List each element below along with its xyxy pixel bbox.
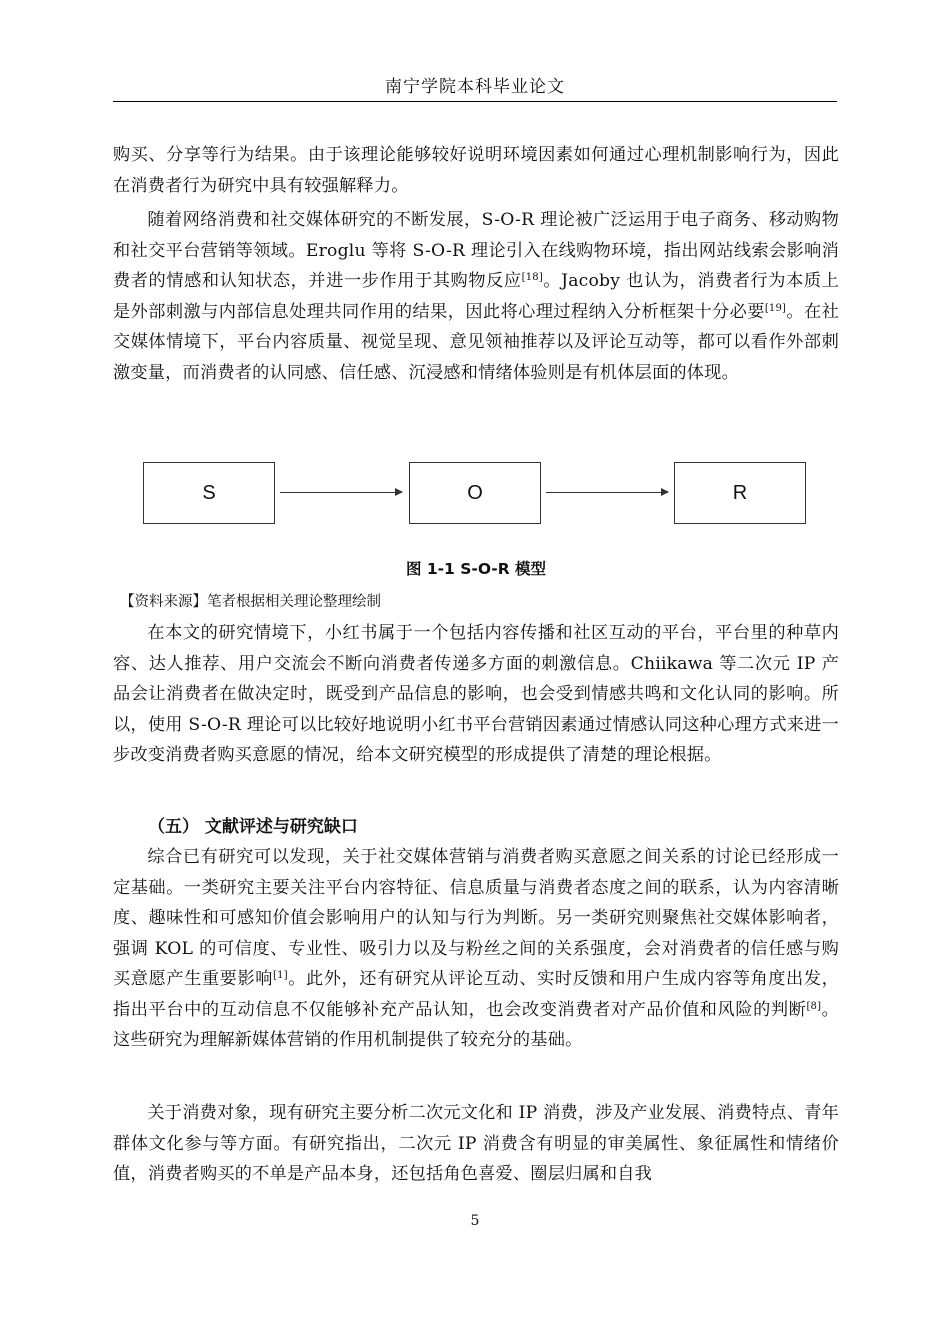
arrowhead: [661, 488, 669, 496]
header-rule: [113, 101, 837, 102]
paragraph-4-text-a: 综合已有研究可以发现，关于社交媒体营销与消费者购买意愿之间关系的讨论已经形成一定基础。一类研究主要关注平台内容特征、信息质量与消费者态度之间的联系，认为内容清晰度、趣味性和可感知价值会影响用户的认知与行为判断。另一类研究则聚焦社交媒体影响者，强调 KOL 的可信度、专业性、吸引力以及与粉丝之间的关系强度，会对消费者的信任感与购买意愿产生重要影响: [113, 847, 839, 989]
page-number: 5: [470, 1213, 480, 1229]
arrowhead: [395, 488, 403, 496]
paragraph-3: 在本文的研究情境下，小红书属于一个包括内容传播和社区互动的平台，平台里的种草内容、达人推荐、用户交流会不断向消费者传递多方面的刺激信息。Chiikawa 等二次元 IP 产品会让消费者在做决定时，既受到产品信息的影响，也会受到情感共鸣和文化认同的影响。所以，使用 S-O-R 理论可以比较好地说明小红书平台营销因素通过情感认同这种心理方式来进一步改变消费者购买意愿的情况，给本文研究模型的形成提供了清楚的理论根据。: [113, 623, 839, 765]
section-heading: （五） 文献评述与研究缺口: [148, 817, 358, 837]
paragraph-5: 关于消费对象，现有研究主要分析二次元文化和 IP 消费，涉及产业发展、消费特点、青年群体文化参与等方面。有研究指出，二次元 IP 消费含有明显的审美属性、象征属性和情绪价值，消费者购买的不单是产品本身，还包括角色喜爱、圈层归属和自我: [113, 1103, 839, 1184]
citation-18: [18]: [521, 272, 543, 283]
paragraph-2-text-a: 随着网络消费和社交媒体研究的不断发展，S-O-R 理论被广泛运用于电子商务、移动购物和社交平台营销等领域。Eroglu 等将 S-O-R 理论引入在线购物环境，指出网站线索会影响消费者的情感和认知状态，并进一步作用于其购物反应: [113, 210, 839, 291]
running-header: 南宁学院本科毕业论文: [385, 77, 565, 97]
stimulus-box: S: [143, 462, 275, 524]
organism-box: O: [409, 462, 541, 524]
citation-19: [19]: [764, 302, 787, 314]
figure-caption: 图 1-1 S-O-R 模型: [405, 560, 547, 578]
arrow-s-to-o: [280, 492, 402, 493]
citation-1: [1]: [273, 970, 288, 981]
citation-8: [8]: [806, 1000, 822, 1012]
paragraph-4-text-b: 。此外，还有研究从评论互动、实时反馈和用户生成内容等角度出发，指出平台中的互动信息不仅能够补充产品认知，也会改变消费者对产品价值和风险的判断: [113, 969, 839, 1020]
response-box: R: [674, 462, 806, 524]
figure-source: 【资料来源】笔者根据相关理论整理绘制: [120, 594, 381, 610]
paragraph-4-text-c: 。这些研究为理解新媒体营销的作用机制提供了较充分的基础。: [113, 999, 839, 1050]
paragraph-4: [113, 842, 839, 1056]
paragraph-2-text-c: 。在社交媒体情境下，平台内容质量、视觉呈现、意见领袖推荐以及评论互动等，都可以看作外部刺激变量，而消费者的认同感、信任感、沉浸感和情绪体验则是有机体层面的体现。: [113, 301, 839, 383]
paragraph-2: [113, 205, 839, 388]
arrow-o-to-r: [546, 492, 668, 493]
paragraph-1: 购买、分享等行为结果。由于该理论能够较好说明环境因素如何通过心理机制影响行为，因此在消费者行为研究中具有较强解释力。: [113, 145, 839, 196]
paragraph-2-text-b: 。Jacoby 也认为，消费者行为本质上是外部刺激与内部信息处理共同作用的结果，因此将心理过程纳入分析框架十分必要: [113, 271, 839, 322]
